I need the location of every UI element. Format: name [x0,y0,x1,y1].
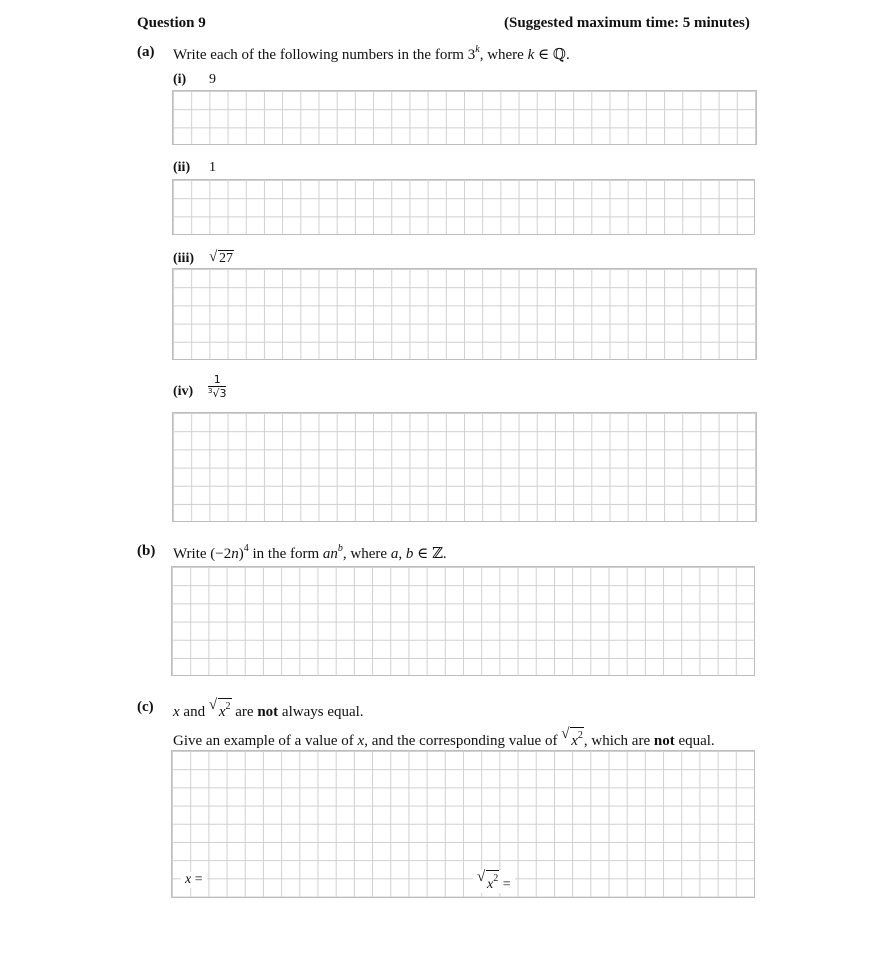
radicand [486,870,499,892]
item-iv-label: (iv) [173,384,194,399]
radicand-power: 2 [225,701,231,712]
x-var: x [173,704,180,720]
are-word: are [235,704,254,720]
line1-end: always equal. [281,704,364,720]
and-word: and [183,704,206,720]
form-a: a [322,546,331,562]
part-a-label: (a) [137,44,155,60]
sqrt-x-squared [561,727,584,750]
x-var: x [185,872,192,887]
not-word: not [653,733,675,749]
member-of-symbol: ∈ [538,47,550,63]
period: . [442,546,447,562]
period: . [565,47,570,63]
radicand-var: x [218,704,226,720]
not-word: not [257,704,279,720]
prompt-end: , where [479,47,524,63]
member-of-symbol: ∈ [417,546,429,562]
radicand: 3 [219,387,227,400]
prompt-text: Write each of the following numbers in the form [173,47,464,63]
radicand-power: 2 [577,730,583,741]
radicand-var: x [571,733,578,749]
radical-sign: √ [477,869,486,885]
answer-sqrt-label [473,870,515,893]
radicand: 27 [219,251,233,266]
square-root [209,250,234,267]
radicand-power: 2 [493,873,499,884]
item-iii-value [209,250,234,267]
answer-x-label [181,872,207,888]
numerator: 1 [208,373,226,387]
radical-sign: √ [212,387,220,400]
form-n: n [330,546,338,562]
root-index: 3 [208,387,213,395]
answer-grid-c[interactable] [171,750,755,898]
form-b-exponent: b [337,543,343,554]
write-word: Write [173,546,207,562]
radical-sign: √ [561,726,570,742]
radicand [570,727,584,749]
equals-sign: = [194,872,203,887]
part-a-prompt [173,44,570,64]
sqrt-x-squared [209,698,232,721]
part-c-line2 [173,727,715,750]
sqrt-x-squared [477,870,499,893]
expression-open: (−2 [210,546,232,562]
base: 3 [467,47,476,63]
vars: a, b [390,546,414,562]
answer-grid-a-ii[interactable] [172,179,755,235]
part-b-label: (b) [137,543,156,559]
expression-power: 4 [243,543,249,554]
exponent: k [475,44,480,55]
time-note: (Suggested maximum time: 5 minutes) [504,15,750,31]
radicand [218,698,232,720]
set-symbol: ℚ [552,47,566,63]
part-c-line1 [173,698,364,721]
where-text: , where [342,546,388,562]
radical-sign: √ [208,697,218,713]
x-var: x [357,733,365,749]
part-b-prompt [173,543,447,563]
radicand-var: x [487,877,494,892]
answer-grid-b[interactable] [171,566,755,676]
line2-after: , which are [583,733,651,749]
answer-grid-a-iv[interactable] [172,412,757,522]
variable: k [527,47,535,63]
denominator [208,387,226,402]
set-symbol: ℤ [431,546,443,562]
line2-start: Give an example of a value of [173,733,354,749]
mid-text: in the form [252,546,320,562]
answer-grid-a-i[interactable] [172,90,757,145]
line2-mid: , and the corresponding value of [364,733,558,749]
radical-sign: √ [209,249,218,265]
item-ii-label: (ii) [173,160,191,175]
answer-grid-a-iii[interactable] [172,268,757,360]
item-iii-label: (iii) [173,251,194,266]
expression-var: n [231,546,239,562]
question-title: Question 9 [137,15,206,31]
equals-sign: = [502,877,511,892]
line2-end: equal. [678,733,715,749]
expression-close: ) [238,546,244,562]
item-ii-value: 1 [209,160,216,175]
item-iv-fraction [208,373,226,402]
item-i-value: 9 [209,72,216,87]
fraction [208,373,226,402]
item-i-label: (i) [173,72,187,87]
part-c-label: (c) [137,699,154,715]
